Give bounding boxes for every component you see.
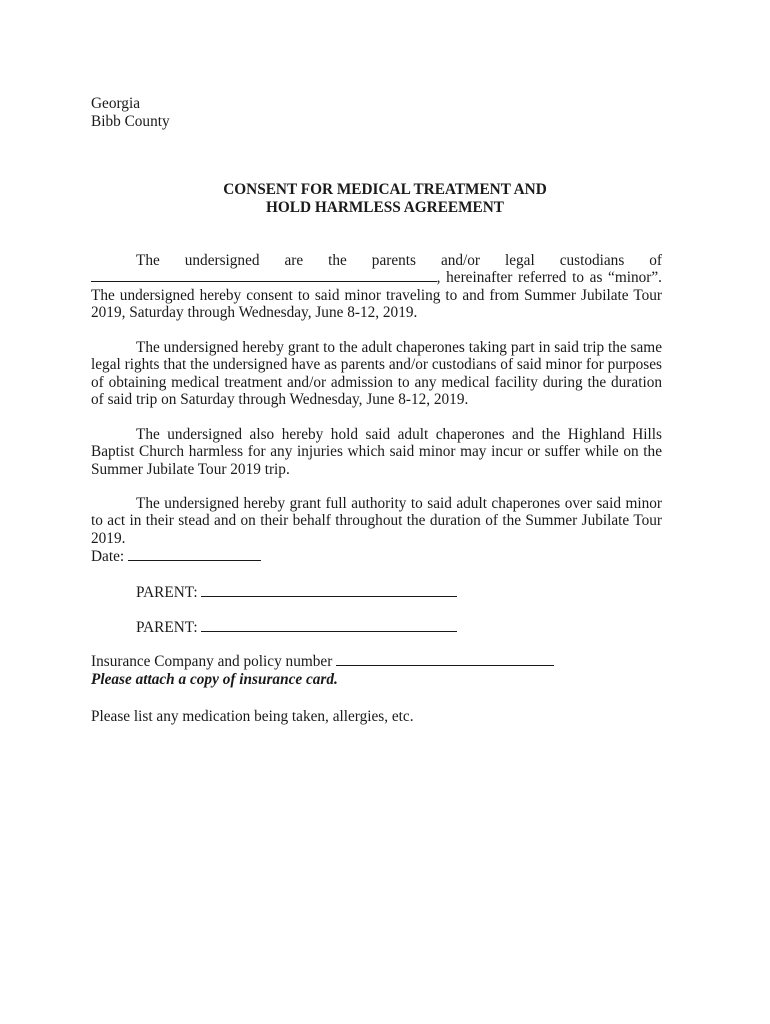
parent-signature-row-1 (136, 584, 457, 601)
date-row (91, 548, 261, 565)
state-label: Georgia (91, 95, 140, 112)
full-authority-paragraph: The undersigned hereby grant full authority to said adult chaperones over said minor to act in their stead and on their behalf throughout the duration of the Summer Jubilate Tour 2019. (91, 495, 662, 547)
custodian-paragraph (91, 252, 662, 322)
parent-label-2: PARENT: (136, 619, 202, 636)
minor-name-blank-2[interactable] (227, 269, 437, 282)
county-label: Bibb County (91, 113, 170, 130)
parent-label-1: PARENT: (136, 584, 202, 601)
document-title-line-2: HOLD HARMLESS AGREEMENT (266, 199, 504, 216)
parent-signature-field-2[interactable] (201, 619, 457, 632)
insurance-policy-field[interactable] (336, 653, 554, 666)
medication-instructions: Please list any medication being taken, allergies, etc. (91, 708, 414, 725)
hold-harmless-paragraph: The undersigned also hereby hold said adult chaperones and the Highland Hills Baptist Church harmless for any injuries which said minor may incur or suffer while on the Summer Jubilate Tour 2019 trip. (91, 426, 662, 478)
document-title-line-1: CONSENT FOR MEDICAL TREATMENT AND (223, 181, 547, 198)
date-label: Date: (91, 548, 128, 565)
insurance-card-note: Please attach a copy of insurance card. (91, 671, 338, 688)
custodian-paragraph-start: The undersigned are the parents and/or legal custodians of (136, 252, 662, 269)
insurance-label: Insurance Company and policy number (91, 653, 337, 670)
custodian-paragraph-rest: , hereinafter referred to as “minor”. The undersigned hereby consent to said minor traveling to and from Summer Jubilate Tour 2019, Saturday through Wednesday, June 8-12, 2019. (91, 269, 662, 322)
parent-signature-field-1[interactable] (201, 584, 457, 597)
medical-authority-paragraph: The undersigned hereby grant to the adult chaperones taking part in said trip the same legal rights that the undersigned have as parents and/or custodians of said minor for purposes of obtaining medical treatment and/or admission to any medical facility during the duration of said trip on Saturday through Wednesday, June 8-12, 2019. (91, 339, 662, 409)
parent-signature-row-2 (136, 619, 457, 636)
insurance-row (91, 653, 554, 670)
date-field[interactable] (128, 548, 261, 561)
